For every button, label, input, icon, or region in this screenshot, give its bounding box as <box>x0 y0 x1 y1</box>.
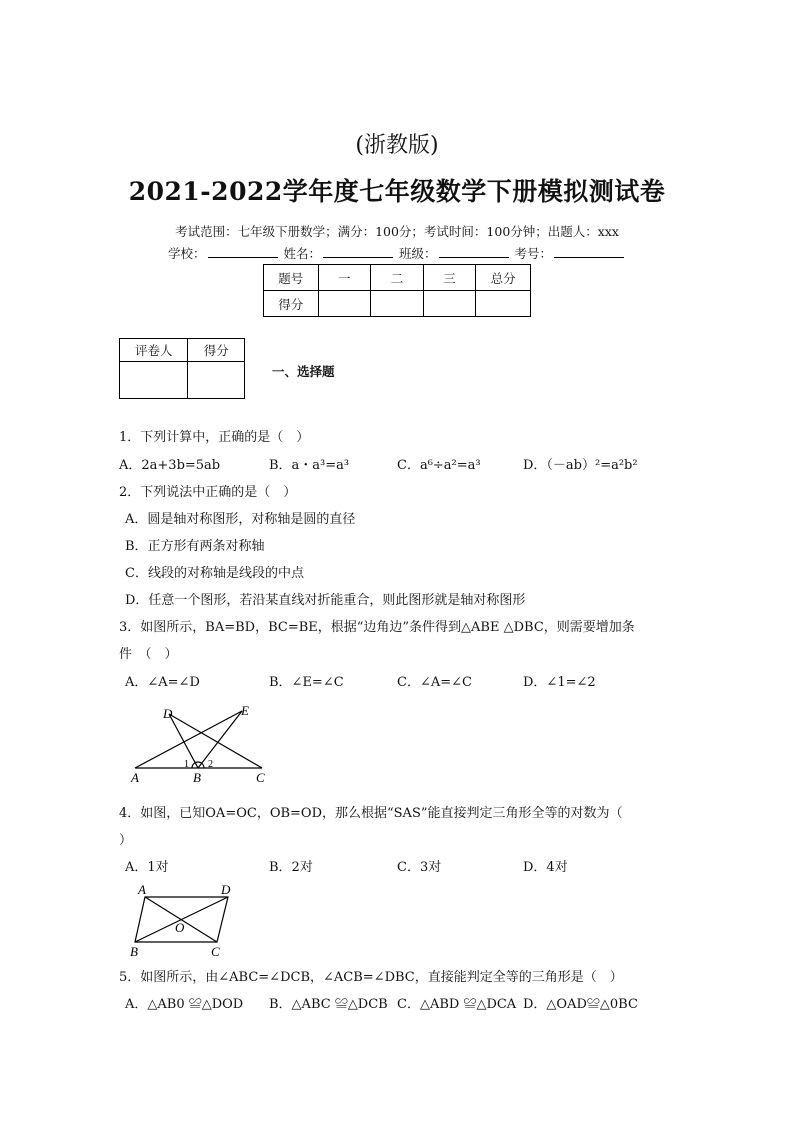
question-4-stem: 4．如图，已知OA=OC，OB=OD，那么根据“SAS”能直接判定三角形全等的对数为（ <box>119 806 623 821</box>
label-c: C <box>256 770 265 785</box>
label-angle-2: 2 <box>208 759 213 770</box>
class-blank[interactable] <box>439 245 509 258</box>
score-row-label: 得分 <box>264 291 319 317</box>
school-blank[interactable] <box>208 245 278 258</box>
grader-table <box>119 338 245 399</box>
question-5-option-c[interactable]: C．△ABD ≌△DCA <box>397 997 517 1012</box>
class-label: 班级： <box>398 246 437 261</box>
section-title: 一、选择题 <box>272 364 335 379</box>
score-table-header: 总分 <box>476 265 531 291</box>
question-3-option-d[interactable]: D．∠1=∠2 <box>523 675 596 690</box>
student-info-line <box>0 244 794 262</box>
question-2-option-b[interactable]: B．正方形有两条对称轴 <box>125 539 265 554</box>
question-4-stem-cont: ） <box>119 833 133 848</box>
question-1-option-c[interactable]: C．a⁶÷a²=a³ <box>397 458 481 473</box>
label-d: D <box>163 706 173 721</box>
question-1-option-a[interactable]: A．2a+3b=5ab <box>119 458 221 473</box>
label-o: O <box>175 920 185 935</box>
question-5-option-a[interactable]: A．△AB0 ≌△DOD <box>125 997 244 1012</box>
question-4-option-a[interactable]: A．1对 <box>125 860 169 875</box>
question-5-option-b[interactable]: B．△ABC ≌△DCB <box>269 997 388 1012</box>
question-3-stem: 3．如图所示，BA=BD，BC=BE，根据“边角边”条件得到△ABE △DBC，则需要增加条 <box>119 620 635 635</box>
grader-header: 评卷人 <box>120 339 188 362</box>
question-4-option-d[interactable]: D．4对 <box>523 860 568 875</box>
school-label: 学校： <box>167 246 206 261</box>
label-e: E <box>241 703 249 718</box>
name-label: 姓名： <box>283 246 321 261</box>
segment-be <box>198 711 242 768</box>
label-angle-1: 1 <box>184 759 189 770</box>
score-table-header: 三 <box>423 265 476 291</box>
score-table-header: 一 <box>318 265 371 291</box>
score-cell[interactable] <box>318 291 371 317</box>
score-cell[interactable] <box>476 291 531 317</box>
question-3-stem-cont: 件 （ ） <box>119 647 178 662</box>
label-b: B <box>193 770 201 785</box>
question-4-option-c[interactable]: C．3对 <box>397 860 442 875</box>
score-table-header: 二 <box>371 265 424 291</box>
label-c: C <box>211 944 220 959</box>
page-title: 2021-2022学年度七年级数学下册模拟测试卷 <box>128 177 666 206</box>
question-3-option-a[interactable]: A．∠A=∠D <box>125 675 200 690</box>
question-3-option-b[interactable]: B．∠E=∠C <box>269 675 344 690</box>
question-1-stem: 1．下列计算中，正确的是（ ） <box>119 430 310 445</box>
label-a: A <box>131 770 139 785</box>
question-1-option-b[interactable]: B．a・a³=a³ <box>269 458 350 473</box>
grader-header: 得分 <box>188 339 245 362</box>
score-cell[interactable] <box>371 291 424 317</box>
score-table-header: 题号 <box>264 265 319 291</box>
question-5-option-d[interactable]: D．△OAD≌△0BC <box>523 997 638 1012</box>
question-2-option-a[interactable]: A．圆是轴对称图形，对称轴是圆的直径 <box>125 512 356 527</box>
question-5-stem: 5．如图所示，由∠ABC=∠DCB，∠ACB=∠DBC，直接能判定全等的三角形是（ ） <box>119 970 623 985</box>
question-2-stem: 2．下列说法中正确的是（ ） <box>119 485 297 500</box>
question-2-option-d[interactable]: D．任意一个图形，若沿某直线对折能重合，则此图形就是轴对称图形 <box>125 593 526 608</box>
question-2-option-c[interactable]: C．线段的对称轴是线段的中点 <box>125 566 304 581</box>
exam-no-label: 考号： <box>514 246 552 261</box>
exam-no-blank[interactable] <box>554 245 624 258</box>
question-3-option-c[interactable]: C．∠A=∠C <box>397 675 472 690</box>
name-blank[interactable] <box>323 245 393 258</box>
edition-label: (浙教版) <box>355 133 439 158</box>
score-table-header-row <box>264 265 531 291</box>
question-4-option-b[interactable]: B．2对 <box>269 860 313 875</box>
question-1-option-d[interactable]: D．（－ab）²=a²b² <box>523 458 638 473</box>
score-table <box>263 264 531 317</box>
score-table-row <box>264 291 531 317</box>
label-b: B <box>130 944 138 959</box>
exam-meta: 考试范围：七年级下册数学；满分：100分；考试时间：100分钟；出题人：xxx <box>175 224 619 239</box>
label-a: A <box>138 882 146 897</box>
question-4-figure <box>125 880 245 960</box>
score-cell[interactable] <box>423 291 476 317</box>
grader-cell[interactable] <box>120 362 188 399</box>
grader-cell[interactable] <box>188 362 245 399</box>
label-d: D <box>221 882 231 897</box>
question-3-figure <box>125 700 285 790</box>
